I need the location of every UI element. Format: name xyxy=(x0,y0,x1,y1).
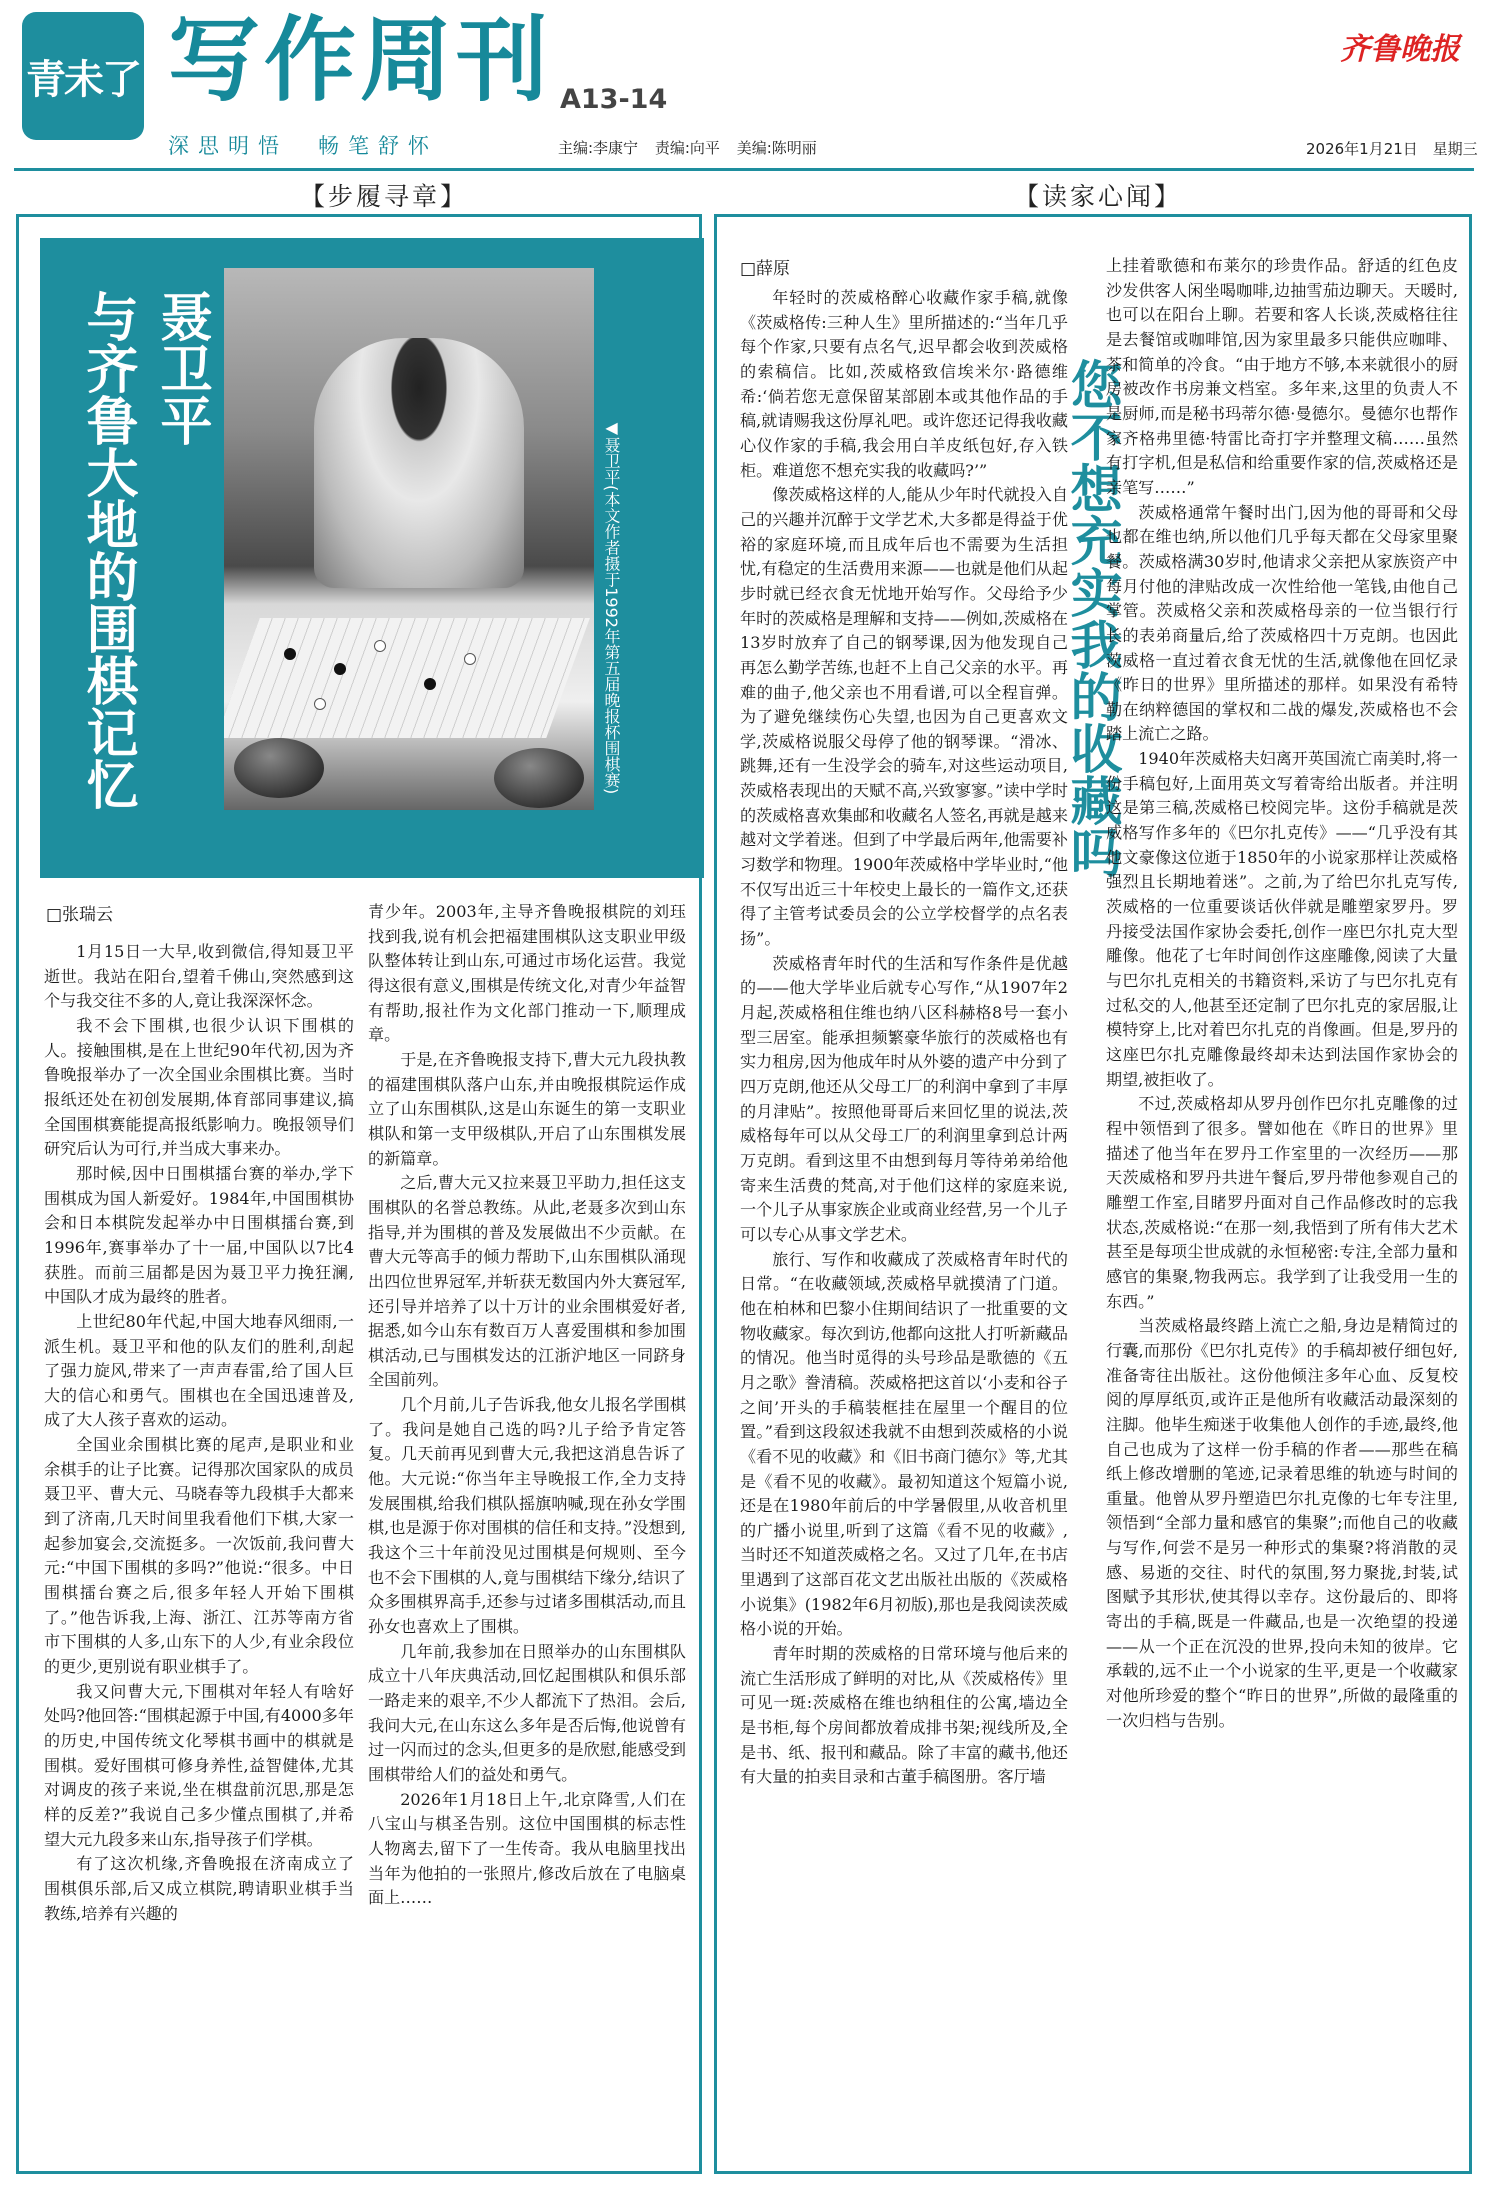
art-editor: 美编:陈明丽 xyxy=(736,139,817,157)
paragraph: 全国业余围棋比赛的尾声,是职业和业余棋手的让子比赛。记得那次国家队的成员聂卫平、曹大元、马晓春等九段棋手大都来到了济南,几天时间里我看他们下棋,大家一起参加宴会,交流挺多。一次饭前,我问曹大元:“中国下围棋的多吗?”他说:“很多。中日围棋擂台赛之后,很多年轻人开始下围棋了。”他告诉我,上海、浙江、江苏等南方省市下围棋的人多,山东下的人少,有业余段位的更少,更别说有职业棋手了。 xyxy=(44,1435,354,1677)
paragraph: 那时候,因中日围棋擂台赛的举办,学下围棋成为国人新爱好。1984年,中国围棋协会和日本棋院发起举办中日围棋擂台赛,到1996年,赛事举办了十一届,中国队以7比4获胜。而前三届都是因为聂卫平力挽狂澜,中国队才成为最终的胜者。 xyxy=(44,1163,354,1307)
photo-stone xyxy=(464,653,476,665)
paragraph: 我不会下围棋,也很少认识下围棋的人。接触围棋,是在上世纪90年代初,因为齐鲁晚报举办了一次全国业余围棋比赛。当时报纸还处在初创发展期,体育部同事建议,搞全国围棋赛能提高报纸影响力。晚报领导们研究后认为可行,并当成大事来办。 xyxy=(44,1015,354,1159)
paragraph: 当茨威格最终踏上流亡之船,身边是精简过的行囊,而那份《巴尔扎克传》的手稿却被仔细包好,准备寄往出版社。这份他倾注多年心血、反复校阅的厚厚纸页,或许正是他所有收藏活动最深刻的注脚。他毕生痴迷于收集他人创作的手迹,最终,他自己也成为了这样一份手稿的作者——那些在稿纸上修改增删的笔迹,记录着思维的轨迹与时间的重量。他曾从罗丹塑造巴尔扎克像的七年专注里,领悟到“全部力量和感官的集聚”;而他自己的收藏与写作,何尝不是另一种形式的集聚?将消散的灵感、易逝的交往、时代的氛围,努力聚拢,封装,试图赋予其形状,使其得以幸存。这份最后的、即将寄出的手稿,既是一件藏品,也是一次绝望的投递——从一个正在沉没的世界,投向未知的彼岸。它承载的,远不止一个小说家的生平,更是一个收藏家对他所珍爱的整个“昨日的世界”,所做的最隆重的一次归档与告别。 xyxy=(1106,1316,1458,1730)
issue-weekday: 星期三 xyxy=(1432,140,1478,158)
paragraph: 不过,茨威格却从罗丹创作巴尔扎克雕像的过程中领悟到了很多。譬如他在《昨日的世界》里描述了他当年在罗丹工作室里的一次经历——那天茨威格和罗丹共进午餐后,罗丹带他参观自己的雕塑工作室,目睹罗丹面对自己作品修改时的忘我状态,茨威格说:“在那一刻,我悟到了所有伟大艺术甚至是每项尘世成就的永恒秘密:专注,全部力量和感官的集聚,物我两忘。我学到了让我受用一生的东西。” xyxy=(1106,1094,1458,1311)
paragraph: 有了这次机缘,齐鲁晚报在济南成立了围棋俱乐部,后又成立棋院,聘请职业棋手当教练,培养有兴趣的 xyxy=(44,1854,354,1923)
right-article-column-1 xyxy=(740,286,1068,2162)
paragraph: 之后,曹大元又拉来聂卫平助力,担任这支围棋队的名誉总教练。从此,老聂多次到山东指导,并为围棋的普及发展做出不少贡献。在曹大元等高手的倾力帮助下,山东围棋队涌现出四位世界冠军,并斩获无数国内外大赛冠军,还引导并培养了以十万计的业余围棋爱好者,据悉,如今山东有数百万人喜爱围棋和参加围棋活动,已与围棋发达的江浙沪地区一同跻身全国前列。 xyxy=(368,1173,686,1390)
issue-date: 2026年1月21日 xyxy=(1306,140,1418,158)
photo-stone-bowl xyxy=(494,748,584,808)
paragraph: 青少年。2003年,主导齐鲁晚报棋院的刘珏找到我,说有机会把福建围棋队这支职业甲级队整体转让到山东,可通过市场化运营。我觉得这很有意义,围棋是传统文化,对青少年益智有帮助,报社作为文化部门推动一下,顺理成章。 xyxy=(368,902,686,1045)
left-headline-line2: 与齐鲁大地的围棋记忆 xyxy=(77,290,137,810)
photo-stone xyxy=(374,640,386,652)
left-headline-line1: 聂卫平 xyxy=(151,290,211,446)
paragraph: 茨威格通常午餐时出门,因为他的哥哥和父母也都在维也纳,所以他们几乎每天都在父母家里聚餐。茨威格满30岁时,他请求父亲把从家族资产中每月付他的津贴改成一次性给他一笔钱,由他自己掌管。茨威格父亲和茨威格母亲的一位当银行行长的表弟商量后,给了茨威格四十万克朗。也因此茨威格一直过着衣食无忧的生活,就像他在回忆录《昨日的世界》里所描述的那样。如果没有希特勒在纳粹德国的掌权和二战的爆发,茨威格也不会踏上流亡之路。 xyxy=(1106,502,1458,744)
photo-go-board xyxy=(224,618,590,738)
left-headline xyxy=(70,290,218,810)
slogan: 深思明悟 畅笔舒怀 xyxy=(168,134,438,158)
right-headline: 您不想充实我的收藏吗 xyxy=(1061,358,1121,878)
paragraph: 年轻时的茨威格醉心收藏作家手稿,就像《茨威格传:三种人生》里所描述的:“当年几乎每个作家,只要有点名气,迟早都会收到茨威格的索稿信。比如,茨威格致信埃米尔·路德维希:‘倘若您无意保留某部剧本或其他作品的手稿,就请赐我这份厚礼吧。或许您还记得我收藏心仪作家的手稿,我会用白羊皮纸包好,存入铁柜。难道您不想充实我的收藏吗?’” xyxy=(740,288,1068,480)
nie-weiping-photo xyxy=(224,268,594,810)
paragraph: 上挂着歌德和布莱尔的珍贵作品。舒适的红色皮沙发供客人闲坐喝咖啡,边抽雪茄边聊天。天暖时,也可以在阳台上聊。若要和客人长谈,茨威格往往是去餐馆或咖啡馆,因为家里最多只能供应咖啡、茶和简单的冷食。“由于地方不够,本来就很小的厨房被改作书房兼文档室。多年来,这里的负责人不是厨师,而是秘书玛蒂尔德·曼德尔。曼德尔也帮作家齐格弗里德·特雷比奇打字并整理文稿……虽然有打字机,但是私信和给重要作家的信,茨威格还是亲笔写……” xyxy=(1106,256,1458,497)
paragraph: 几年前,我参加在日照举办的山东围棋队成立十八年庆典活动,回忆起围棋队和俱乐部一路走来的艰辛,不少人都流下了热泪。会后,我问大元,在山东这么多年是否后悔,他说曾有过一闪而过的念头,但更多的是欣慰,能感受到围棋带给人们的益处和勇气。 xyxy=(368,1641,686,1784)
editor-credits xyxy=(558,137,829,158)
paragraph: 旅行、写作和收藏成了茨威格青年时代的日常。“在收藏领域,茨威格早就摸清了门道。他在柏林和巴黎小住期间结识了一批重要的文物收藏家。每次到访,他都向这批人打听新藏品的情况。他当时觅得的头号珍品是歌德的《五月之歌》誊清稿。茨威格把这首以‘小麦和谷子之间’开头的手稿装框挂在屋里一个醒目的位置。”看到这段叙述我就不由想到茨威格的小说《看不见的收藏》和《旧书商门德尔》等,尤其是《看不见的收藏》。最初知道这个短篇小说,还是在1980年前后的中学暑假里,从收音机里的广播小说里,听到了这篇《看不见的收藏》,当时还不知道茨威格之名。又过了几年,在书店里遇到了这部百花文艺出版社出版的《茨威格小说集》(1982年6月初版),那也是我阅读茨威格小说的开始。 xyxy=(740,1249,1068,1639)
paragraph: 青年时期的茨威格的日常环境与他后来的流亡生活形成了鲜明的对比,从《茨威格传》里可见一斑:茨威格在维也纳租住的公寓,墙边全是书柜,每个房间都放着成排书架;视线所及,全是书、纸、报刊和藏品。除了丰富的藏书,他还有大量的拍卖目录和古董手稿图册。客厅墙 xyxy=(740,1644,1068,1787)
left-section-label: 【步履寻章】 xyxy=(290,180,478,214)
page-number: A13-14 xyxy=(560,84,668,115)
photo-stone xyxy=(424,678,436,690)
photo-stone xyxy=(314,698,326,710)
photo-caption: ◀聂卫平(本文作者摄于1992年第五届晚报杯围棋赛) xyxy=(602,418,621,795)
right-byline: □薛原 xyxy=(740,259,791,279)
header-divider xyxy=(14,168,1474,171)
dateline xyxy=(1296,138,1478,159)
paragraph: 上世纪80年代起,中国大地春风细雨,一派生机。聂卫平和他的队友们的胜利,刮起了强力旋风,带来了一声声春雷,给了国人巨大的信心和勇气。围棋也在全国迅速普及,成了大人孩子喜欢的运动。 xyxy=(44,1311,354,1430)
right-article-column-2 xyxy=(1106,254,1458,2162)
paragraph: 几个月前,儿子告诉我,他女儿报名学围棋了。我问是她自己选的吗?儿子给予肯定答复。几天前再见到曹大元,我把这消息告诉了他。大元说:“你当年主导晚报工作,全力支持发展围棋,给我们棋队摇旗呐喊,现在孙女学围棋,也是源于你对围棋的信任和支持。”没想到,我这个三十年前没见过围棋是何规则、至今也不会下围棋的人,竟与围棋结下缘分,结识了众多围棋界高手,还参与过诸多围棋活动,而且孙女也喜欢上了围棋。 xyxy=(368,1395,686,1637)
paragraph: 1940年茨威格夫妇离开英国流亡南美时,将一份手稿包好,上面用英文写着寄给出版者。并注明这是第三稿,茨威格已校阅完毕。这份手稿就是茨威格写作多年的《巴尔扎克传》——“几乎没有其他文豪像这位逝于1850年的小说家那样让茨威格强烈且长期地着迷”。之前,为了给巴尔扎克写传,茨威格的一位重要谈话伙伴就是雕塑家罗丹。罗丹接受法国作家协会委托,创作一座巴尔扎克大型雕像。他花了七年时间创作这座雕像,阅读了大量与巴尔扎克相关的书籍资料,采访了与巴尔扎克有过私交的人,他甚至还定制了巴尔扎克的家居服,让模特穿上,比对着巴尔扎克的肖像画。但是,罗丹的这座巴尔扎克雕像最终却未达到法国作家协会的期望,被拒收了。 xyxy=(1106,749,1458,1089)
page-title: 写作周刊 xyxy=(168,7,553,114)
paragraph: 2026年1月18日上午,北京降雪,人们在八宝山与棋圣告别。这位中国围棋的标志性人物离去,留下了一生传奇。我从电脑里找出当年为他拍的一张照片,修改后放在了电脑桌面上…… xyxy=(368,1789,686,1908)
photo-stone-bowl xyxy=(234,738,324,798)
left-article-column-2 xyxy=(368,900,686,2162)
newspaper-logo: 齐鲁晚报 xyxy=(1340,32,1460,67)
section-logo: 青未了 xyxy=(22,12,144,140)
left-byline: □张瑞云 xyxy=(46,905,114,925)
photo-player-figure xyxy=(314,338,524,588)
paragraph: 我又问曹大元,下围棋对年轻人有啥好处吗?他回答:“围棋起源于中国,有4000多年的历史,中国传统文化琴棋书画中的棋就是围棋。爱好围棋可修身养性,益智健体,尤其对调皮的孩子来说,坐在棋盘前沉思,那是怎样的反差?”我说自己多少懂点围棋了,并希望大元九段多来山东,指导孩子们学棋。 xyxy=(44,1681,354,1849)
photo-stone xyxy=(284,648,296,660)
right-section-label: 【读家心闻】 xyxy=(1004,180,1192,214)
paragraph: 像茨威格这样的人,能从少年时代就投入自己的兴趣并沉醉于文学艺术,大多都是得益于优裕的家庭环境,而且成年后也不需要为生活担忧,有稳定的生活费用来源——也就是他们从起步时就已经衣食无忧地开始写作。父母给予少年时的茨威格是理解和支持——例如,茨威格在13岁时放弃了自己的钢琴课,因为他发现自己再怎么勤学苦练,也赶不上自己父亲的水平。再难的曲子,他父亲也不用看谱,可以全程盲弹。为了避免继续伤心失望,也因为自己更喜欢文学,茨威格说服父母停了他的钢琴课。“滑冰、跳舞,还有一生没学会的骑车,对这些运动项目,茨威格表现出的天赋不高,兴致寥寥。”读中学时的茨威格喜欢集邮和收藏名人签名,再就是越来越对文学着迷。但到了中学最后两年,他需要补习数学和物理。1900年茨威格中学毕业时,“他不仅写出近三十年校史上最长的一篇作文,还获得了主管考试委员会的公立学校督学的点名表扬”。 xyxy=(740,485,1068,949)
left-frame-top-line xyxy=(16,214,702,217)
duty-editor: 责编:向平 xyxy=(654,139,720,157)
photo-stone xyxy=(334,663,346,675)
paragraph: 1月15日一大早,收到微信,得知聂卫平逝世。我站在阳台,望着千佛山,突然感到这个与我交往不多的人,竟让我深深怀念。 xyxy=(44,942,354,1011)
left-article-column-1 xyxy=(44,940,354,2162)
chief-editor: 主编:李康宁 xyxy=(558,139,639,157)
paragraph: 于是,在齐鲁晚报支持下,曹大元九段执教的福建围棋队落户山东,并由晚报棋院运作成立了山东围棋队,这是山东诞生的第一支职业棋队和第一支甲级棋队,开启了山东围棋发展的新篇章。 xyxy=(368,1049,686,1168)
paragraph: 茨威格青年时代的生活和写作条件是优越的——他大学毕业后就专心写作,“从1907年2月起,茨威格租住维也纳八区科赫格8号一套小型三居室。能承担频繁豪华旅行的茨威格也有实力租房,因为他成年时从外婆的遗产中分到了四万克朗,他还从父母工厂的利润中拿到了丰厚的月津贴”。按照他哥哥后来回忆里的说法,茨威格每年可以从父母工厂的利润里拿到总计两万克朗。看到这里不由想到每月等待弟弟给他寄来生活费的梵高,对于他们这样的家庭来说,一个儿子从事家族企业或商业经营,另一个儿子可以专心从事文学艺术。 xyxy=(740,953,1068,1244)
